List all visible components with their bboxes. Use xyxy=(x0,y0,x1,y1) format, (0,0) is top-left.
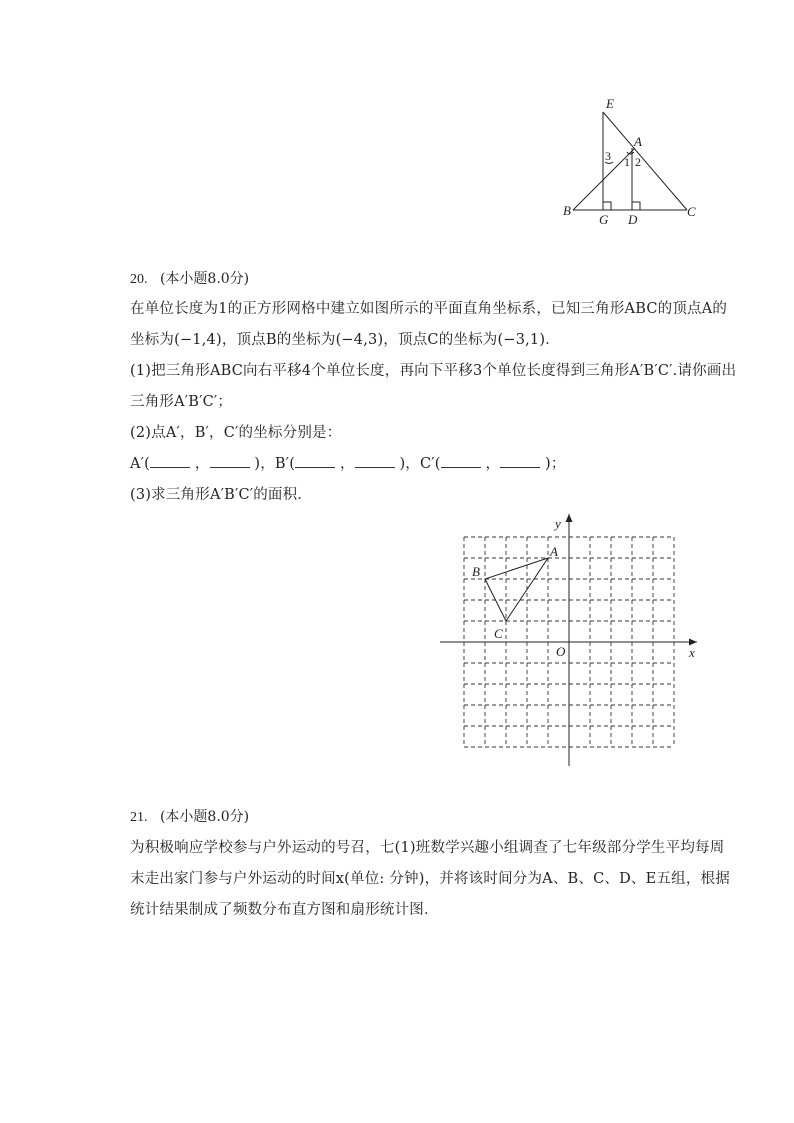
triangle-figure xyxy=(555,92,705,232)
q21-line1: 为积极响应学校参与户外运动的号召，七(1)班数学兴趣小组调查了七年级部分学生平均每周 xyxy=(130,840,725,856)
answer-blank-cx[interactable] xyxy=(441,455,481,468)
label-d: D xyxy=(628,212,638,227)
origin-label: O xyxy=(556,644,566,659)
label-a: A xyxy=(634,134,642,149)
q20-line7: (3)求三角形A′B′C′的面积． xyxy=(130,487,313,503)
q20-line5: (2)点A′，B′，C′的坐标分别是： xyxy=(130,425,342,441)
answer-blank-ax[interactable] xyxy=(150,455,190,468)
coordinate-grid xyxy=(435,510,705,770)
label-b: B xyxy=(563,203,571,218)
q21-line2: 末走出家门参与户外运动的时间x(单位: 分钟)，并将该时间分为A、B、C、D、E五组，根据 xyxy=(130,871,730,887)
answer-blank-by[interactable] xyxy=(355,455,395,468)
answer-blank-ay[interactable] xyxy=(210,455,250,468)
q20-score: (本小题8.0分) xyxy=(159,271,250,287)
x-axis-label: x xyxy=(689,645,695,660)
angle-2: 2 xyxy=(635,155,641,169)
label-e: E xyxy=(606,96,614,111)
q20-line4: 三角形A′B′C′； xyxy=(130,394,233,410)
y-axis-label: y xyxy=(555,516,561,531)
q20-line2: 坐标为(−1,4)，顶点B的坐标为(−4,3)，顶点C的坐标为(−3,1)． xyxy=(130,332,560,348)
q20-line1: 在单位长度为1的正方形网格中建立如图所示的平面直角坐标系，已知三角形ABC的顶点A的 xyxy=(130,301,728,317)
answer-blank-bx[interactable] xyxy=(295,455,335,468)
q21-line3: 统计结果制成了频数分布直方图和扇形统计图． xyxy=(130,902,439,918)
q20-header xyxy=(130,268,249,288)
label-g: G xyxy=(599,212,609,227)
q21-score: (本小题8.0分) xyxy=(159,809,250,825)
q20-line3: (1)把三角形ABC向右平移4个单位长度，再向下平移3个单位长度得到三角形A′B′C′.请你画出 xyxy=(130,363,737,379)
label-c: C xyxy=(687,204,696,219)
q21-number: 21. xyxy=(130,810,148,825)
q21-header xyxy=(130,806,249,826)
angle-1: 1 xyxy=(624,155,630,169)
vertex-c-label: C xyxy=(494,626,503,641)
triangle-abc xyxy=(485,558,548,621)
angle-3: 3 xyxy=(605,149,611,163)
q20-line6: A′( ， )，B′( ， )，C′( ， )； xyxy=(130,456,566,472)
vertex-a-label: A xyxy=(550,544,558,559)
answer-blank-cy[interactable] xyxy=(500,455,540,468)
vertex-b-label: B xyxy=(472,564,480,579)
q20-number: 20. xyxy=(130,272,148,287)
